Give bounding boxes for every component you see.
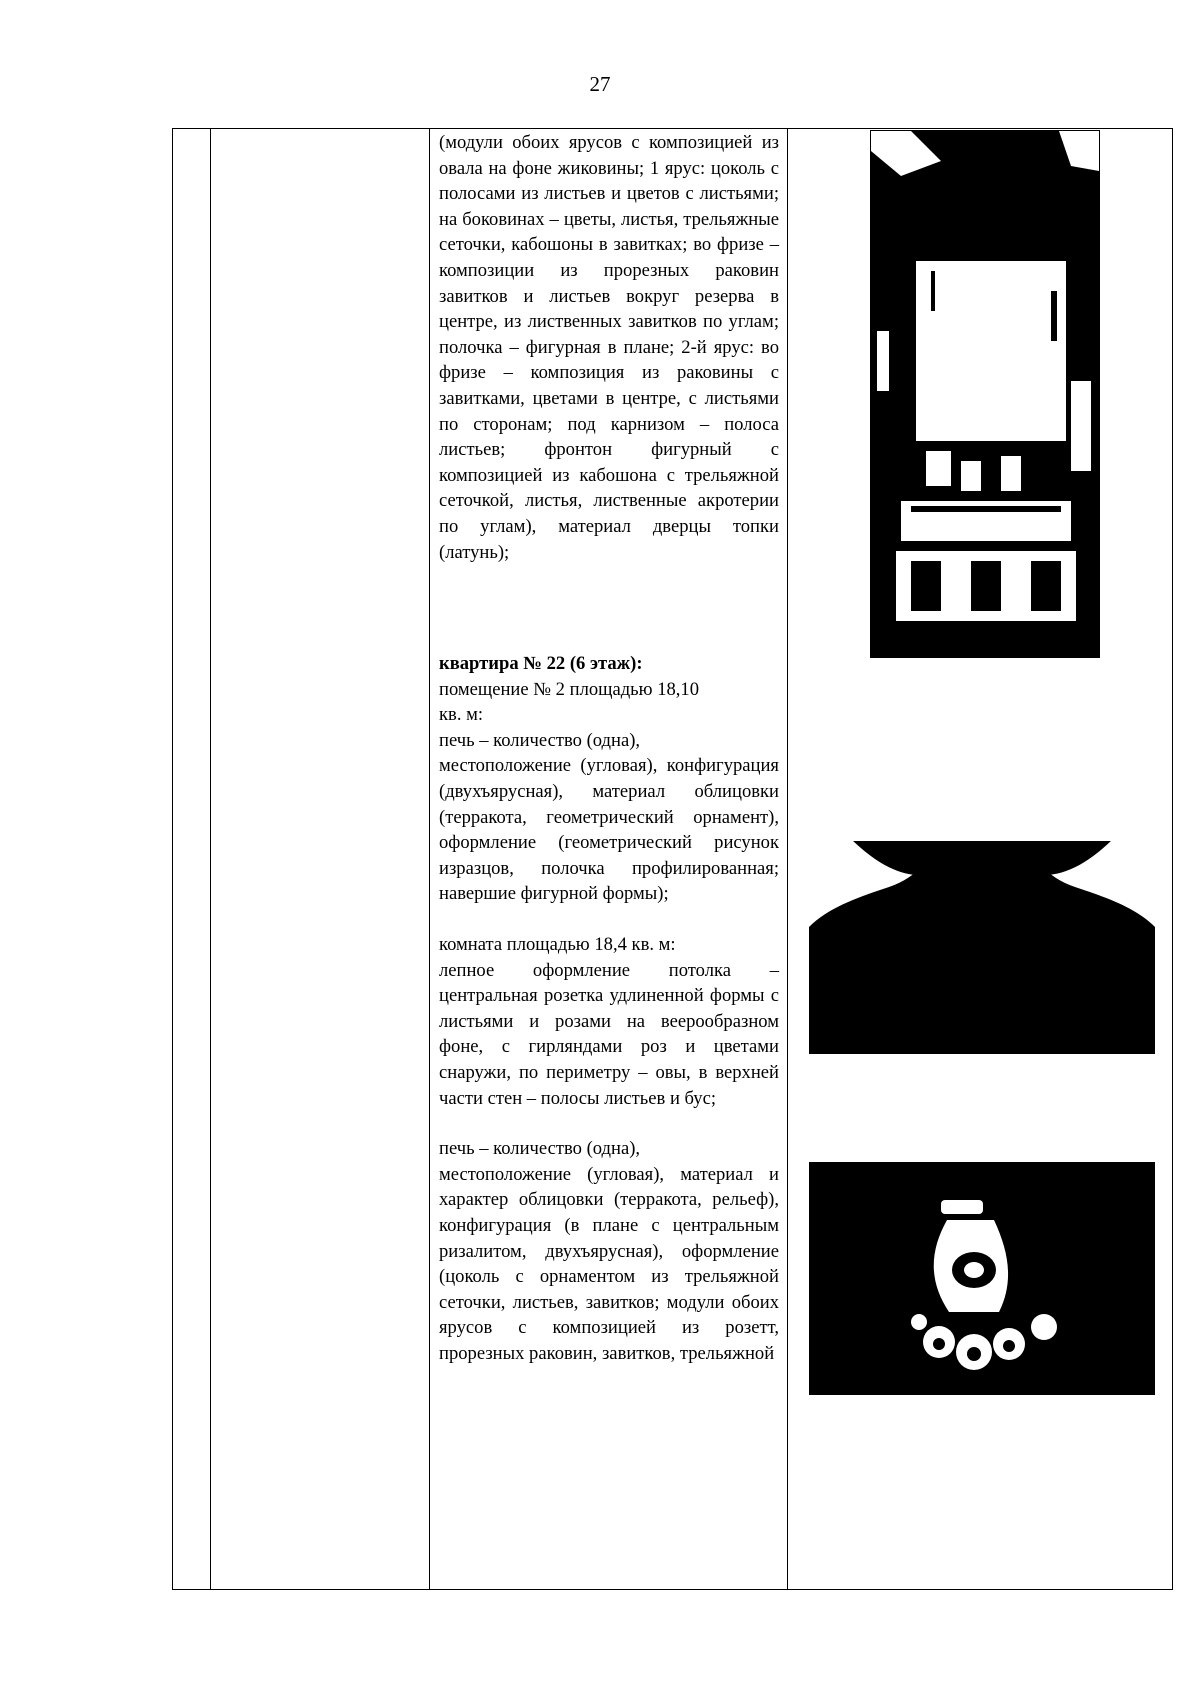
apartment-heading: квартира № 22 (6 этаж): [439, 653, 643, 675]
room2-line2: кв. м: [439, 704, 484, 726]
table-row [173, 129, 1173, 1590]
object-name-cell [211, 129, 430, 1590]
tiled-stove-photo [870, 130, 1100, 658]
photo-cell [788, 129, 1173, 1590]
stove-top-photo [809, 837, 1155, 1054]
room-line1: комната площадью 18,4 кв. м: [439, 934, 676, 956]
object-description-table [172, 128, 1173, 1590]
stove-ornament-text: (модули обоих ярусов с композицией из овала на фоне жиковины; 1 ярус: цоколь с полосами из листьев и цветов с листьями; на боковинах – цветы, листья, трельяжные сеточки, кабошоны в завитках; во фризе – композиции из прорезных раковин завитков и листьев вокруг резерва в центре, из лиственных завитков по углам; полочка – фигурная в плане; 2-й ярус: во фризе – композиция из раковины с завитками, цветами в центре, с листьями по сторонам; под карнизом – полоса листьев; фронтон фигурный с композицией из кабошона с трельяжной сеточкой, листья, лиственные акротерии по углам), материал дверцы топки (латунь); [439, 132, 779, 563]
room-text: лепное оформление потолка – центральная розетка удлиненной формы с листьями и розами на веерообразном фоне, с гирляндами роз и цветами снаружи, по периметру – овы, в верхней части стен – полосы листьев и бус; [439, 959, 779, 1109]
stove2-title: печь – количество (одна), [439, 1138, 641, 1160]
page-number: 27 [589, 72, 611, 96]
number-cell [173, 129, 211, 1590]
description-cell [430, 129, 788, 1590]
stove1-title: печь – количество (одна), [439, 729, 641, 751]
room2-line1: помещение № 2 площадью 18,10 [439, 678, 700, 700]
stove1-text: местоположение (угловая), конфигурация (двухъярусная), материал облицовки (терракота, геометрический орнамент), оформление (геометрический рисунок изразцов, полочка профилированная; навершие фигурной формы); [439, 755, 779, 905]
stove2-text: местоположение (угловая), материал и характер облицовки (терракота, рельеф), конфигурация (в плане с центральным ризалитом, двухъярусная), оформление (цоколь с орнаментом из трельяжной сеточки, листьев, завитков; модули обоих ярусов с композицией из розетт, прорезных раковин, завитков, трельяжной [439, 1163, 779, 1364]
ceiling-rosette-photo [809, 1162, 1155, 1395]
